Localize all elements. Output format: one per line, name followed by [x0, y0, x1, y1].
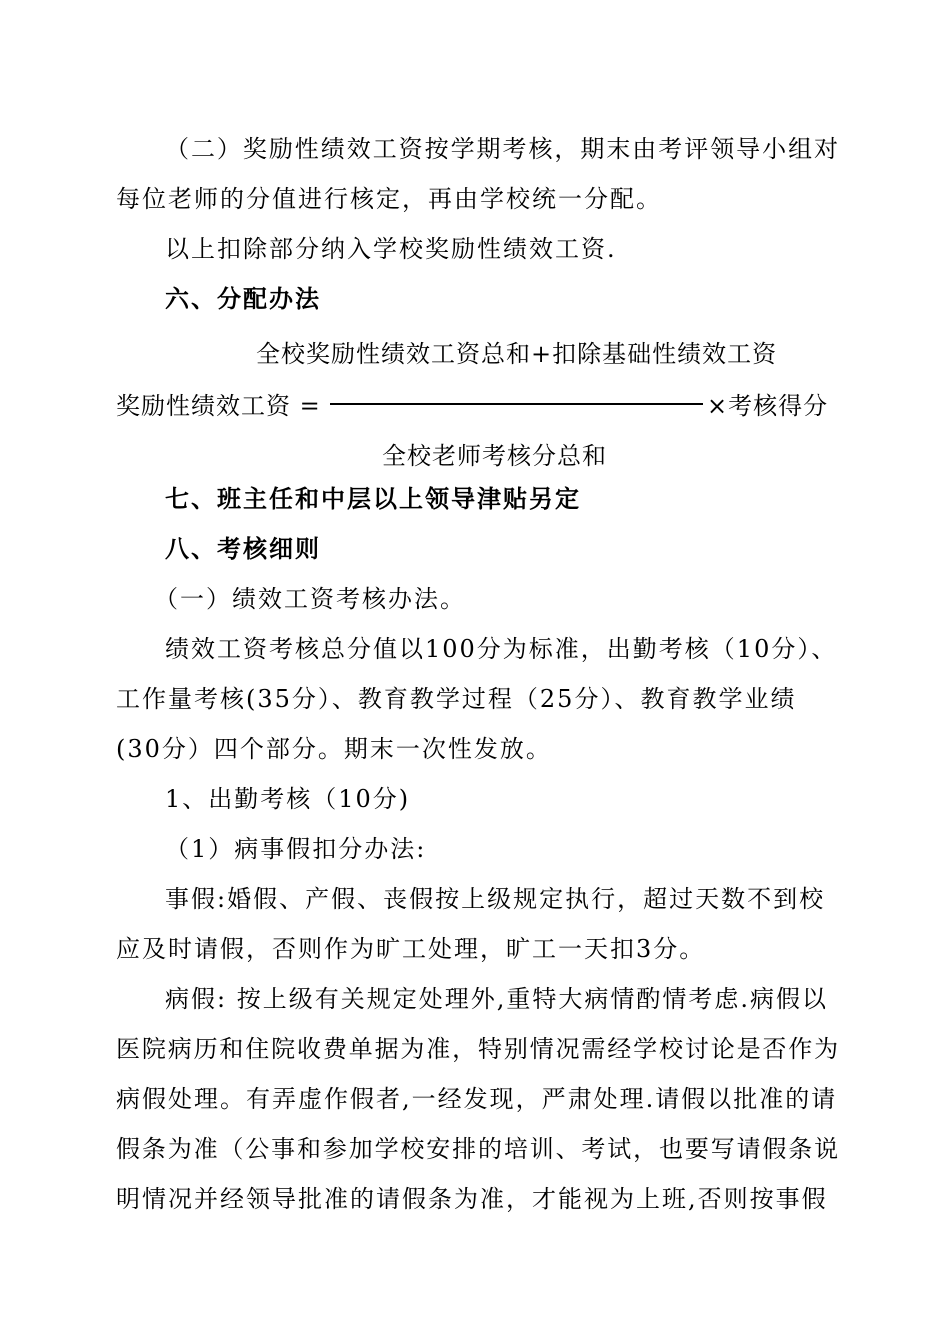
section-heading: 八、考核细则 — [165, 534, 321, 563]
formula-rhs: ×考核得分 — [707, 392, 829, 420]
paragraph-line: 明情况并经领导批准的请假条为准，才能视为上班,否则按事假 — [116, 1185, 828, 1213]
paragraph-line: 工作量考核(35分）、教育教学过程（25分）、教育教学业绩 — [116, 685, 797, 713]
paragraph-line: 以上扣除部分纳入学校奖励性绩效工资. — [165, 235, 617, 263]
paragraph-line: 每位老师的分值进行核定，再由学校统一分配。 — [116, 185, 662, 213]
paragraph-line: (30分）四个部分。期末一次性发放。 — [116, 735, 552, 763]
paragraph-line: 病假处理。有弄虚作假者,一经发现，严肃处理.请假以批准的请 — [116, 1085, 838, 1113]
subsection-heading: （一）绩效工资考核办法。 — [154, 585, 466, 613]
section-heading: 六、分配办法 — [165, 284, 321, 313]
paragraph-line: （1）病事假扣分办法: — [165, 835, 427, 863]
paragraph-line: 假条为准（公事和参加学校安排的培训、考试，也要写请假条说 — [116, 1135, 840, 1163]
fraction-bar — [330, 403, 703, 405]
paragraph-line: 应及时请假，否则作为旷工处理，旷工一天扣3分。 — [116, 935, 706, 963]
paragraph-line: （二）奖励性绩效工资按学期考核，期末由考评领导小组对 — [165, 135, 840, 163]
formula-lhs: 奖励性绩效工资 = — [116, 392, 321, 420]
formula-numerator: 全校奖励性绩效工资总和+扣除基础性绩效工资 — [256, 340, 778, 368]
paragraph-line: 绩效工资考核总分值以100分为标准，出勤考核（10分）、 — [165, 635, 838, 663]
paragraph-line: 1、出勤考核（10分) — [165, 785, 411, 813]
paragraph-line: 事假:婚假、产假、丧假按上级规定执行，超过天数不到校 — [165, 885, 826, 913]
section-heading: 七、班主任和中层以上领导津贴另定 — [165, 484, 581, 513]
paragraph-line: 病假: 按上级有关规定处理外,重特大病情酌情考虑.病假以 — [165, 985, 828, 1013]
formula-denominator: 全校老师考核分总和 — [382, 442, 607, 470]
paragraph-line: 医院病历和住院收费单据为准，特别情况需经学校讨论是否作为 — [116, 1035, 840, 1063]
